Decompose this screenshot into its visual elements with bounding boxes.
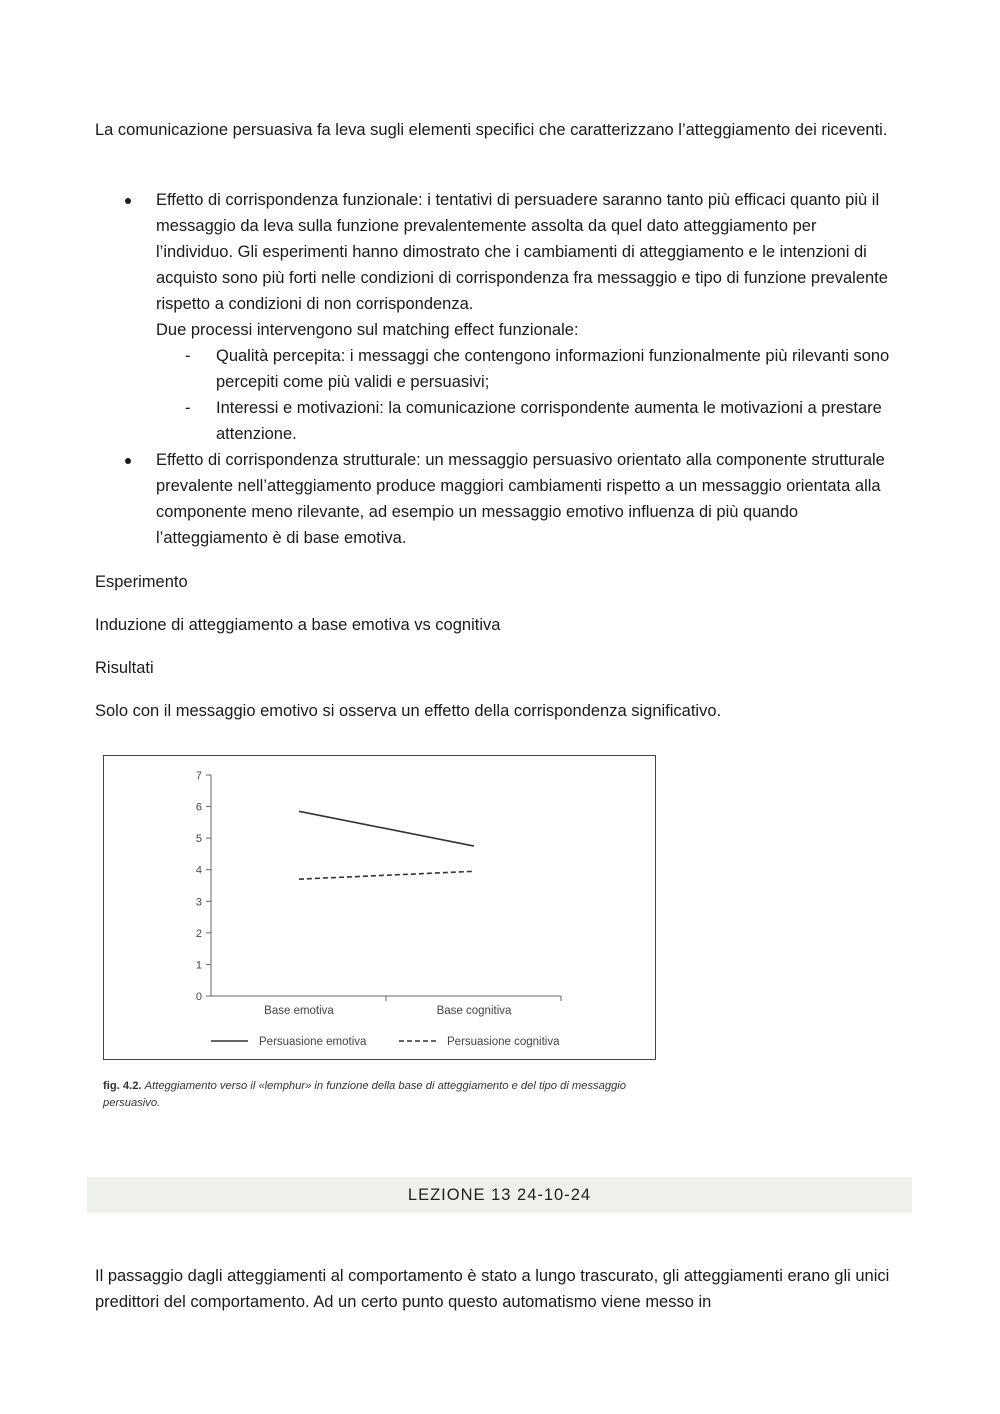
dash-icon: - xyxy=(185,399,191,417)
bullet-list xyxy=(95,187,895,551)
caption-label: fig. 4.2. xyxy=(103,1080,142,1092)
y-tick-label: 1 xyxy=(195,959,202,972)
y-tick-label: 4 xyxy=(195,864,202,877)
sub-item-text: Qualità percepita: i messaggi che contengono informazioni funzionalmente più rilevanti sono percepiti come più validi e persuasivi; xyxy=(216,347,890,391)
figure-caption xyxy=(103,1078,673,1112)
lesson-header: LEZIONE 13 24-10-24 xyxy=(87,1177,912,1213)
dash-icon: - xyxy=(185,347,191,365)
intro-paragraph: La comunicazione persuasiva fa leva sugli elementi specifici che caratterizzano l’atteggiamento dei riceventi. xyxy=(95,121,888,139)
y-tick-label: 6 xyxy=(195,801,202,814)
final-paragraph: Il passaggio dagli atteggiamenti al comportamento è stato a lungo trascurato, gli atteggiamenti erano gli unici predittori del comportamento. Ad un certo punto questo automatismo viene messo in xyxy=(95,1267,890,1311)
y-tick-label: 0 xyxy=(195,991,202,1003)
induction-text: Induzione di atteggiamento a base emotiva vs cognitiva xyxy=(95,616,501,634)
y-tick-label: 2 xyxy=(195,927,202,940)
bullet-dot-icon xyxy=(125,458,131,464)
x-tick-label: Base cognitiva xyxy=(436,1005,512,1017)
sub-item xyxy=(156,395,895,447)
heading-esperimento: Esperimento xyxy=(95,573,188,591)
y-tick-label: 7 xyxy=(195,770,202,782)
sub-item xyxy=(156,343,895,395)
bullet-functional-text: Effetto di corrispondenza funzionale: i tentativi di persuadere saranno tanto più efficaci quanto più il messaggio da leva sulla funzione prevalentemente assolta da quel dato atteggiamento per l’individuo. Gli esperimenti hanno dimostrato che i cambiamenti di atteggiamento e le intenzioni di acquisto sono più forti nelle condizioni di corrispondenza fra messaggio e tipo di funzione prevalente rispetto a condizioni di non corrispondenza. xyxy=(156,191,888,313)
series-line xyxy=(299,871,474,879)
sub-item-text: Interessi e motivazioni: la comunicazione corrispondente aumenta le motivazioni a prestare attenzione. xyxy=(216,399,882,443)
heading-risultati: Risultati xyxy=(95,659,154,677)
y-tick-label: 3 xyxy=(195,896,202,909)
bullet-functional-matching xyxy=(95,187,895,447)
x-tick-label: Base emotiva xyxy=(264,1005,334,1017)
series-line xyxy=(299,811,474,846)
caption-text: Atteggiamento verso il «lemphur» in funzione della base di atteggiamento e del tipo di messaggio persuasivo. xyxy=(103,1080,627,1109)
legend-label: Persuasione emotiva xyxy=(259,1036,367,1048)
results-text: Solo con il messaggio emotivo si osserva un effetto della corrispondenza significativo. xyxy=(95,702,722,720)
sub-list xyxy=(156,343,895,447)
bullet-dot-icon xyxy=(125,198,131,204)
bullet-functional-continuation: Due processi intervengono sul matching effect funzionale: xyxy=(156,321,579,339)
line-chart xyxy=(104,756,657,1061)
bullet-structural-text: Effetto di corrispondenza strutturale: un messaggio persuasivo orientato alla componente strutturale prevalente nell’atteggiamento produce maggiori cambiamenti rispetto a un messaggio orientata alla componente meno rilevante, ad esempio un messaggio emotivo influenza di più quando l’atteggiamento è di base emotiva. xyxy=(156,451,885,547)
y-tick-label: 5 xyxy=(195,833,202,846)
bullet-structural-matching xyxy=(95,447,895,551)
figure-chart xyxy=(103,755,656,1060)
legend-label: Persuasione cognitiva xyxy=(447,1036,560,1048)
